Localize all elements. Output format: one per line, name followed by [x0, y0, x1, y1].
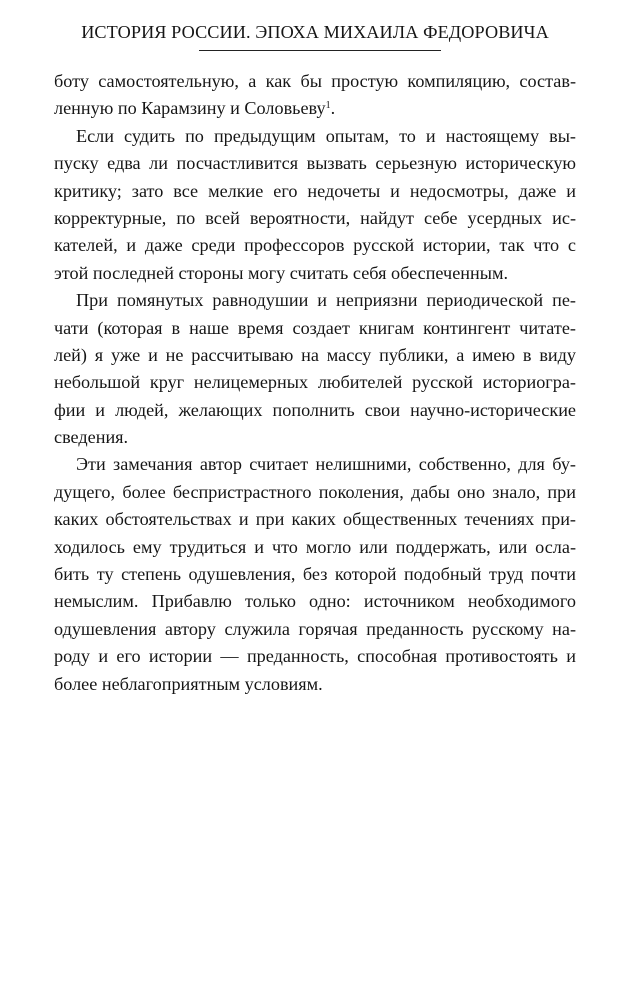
text-line: критику; зато все мелкие его недочеты и недосмотры, даже и — [54, 180, 576, 201]
text-line: фии и людей, желающих пополнить свои научно-исторические — [54, 399, 576, 420]
paragraph-4 — [54, 451, 576, 698]
footnote-mark: 1 — [325, 100, 331, 112]
text-line: каких обстоятельствах и при каких общественных течениях при- — [54, 509, 576, 530]
text-line: Эти замечания автор считает нелишними, собственно, для бу- — [76, 454, 576, 475]
text-line: одушевления автору служила горячая преданность русскому на- — [54, 618, 576, 639]
text-line: роду и его истории — преданность, способная противостоять и — [54, 646, 576, 667]
text-line: более неблагоприятным условиям. — [54, 673, 323, 694]
text-line: небольшой круг нелицемерных любителей русской историогра- — [54, 372, 576, 393]
paragraph-2 — [54, 123, 576, 287]
header-rule — [199, 50, 441, 51]
text-line: При помянутых равнодушии и неприязни периодической пе- — [76, 290, 576, 311]
text-line: бить ту степень одушевления, без которой подобный труд почти — [54, 564, 576, 585]
text-line: чати (которая в наше время создает книгам контингент читате- — [54, 317, 576, 338]
text-line-content: ленную по Карамзину и Соловьеву — [54, 98, 326, 119]
text-line: немыслим. Прибавлю только одно: источником необходимого — [54, 591, 576, 612]
text-line — [54, 95, 576, 122]
text-line: дущего, более беспристрастного поколения, дабы оно знало, при — [54, 481, 576, 502]
running-head: ИСТОРИЯ РОССИИ. ЭПОХА МИХАИЛА ФЕДОРОВИЧА — [81, 22, 549, 42]
text-line: сведения. — [54, 427, 129, 448]
text-line: корректурные, по всей вероятности, найдут себе усердных ис- — [54, 207, 576, 228]
body-text — [54, 68, 576, 698]
footnote-tail: . — [330, 98, 336, 119]
text-line: боту самостоятельную, а как бы простую компиляцию, состав- — [54, 71, 576, 91]
text-line: кателей, и даже среди профессоров русской истории, так что с — [54, 235, 576, 256]
text-line: пуску едва ли посчастливится вызвать серьезную историческую — [54, 153, 576, 174]
paragraph-1 — [54, 68, 576, 123]
text-line: лей) я уже и не рассчитываю на массу публики, а имею в виду — [54, 344, 576, 365]
text-line: ходилось ему трудиться и что могло или поддержать, или осла- — [54, 536, 576, 557]
text-line: Если судить по предыдущим опытам, то и настоящему вы- — [76, 125, 576, 146]
text-line: этой последней стороны могу считать себя обеспеченным. — [54, 262, 509, 283]
paragraph-3 — [54, 287, 576, 451]
